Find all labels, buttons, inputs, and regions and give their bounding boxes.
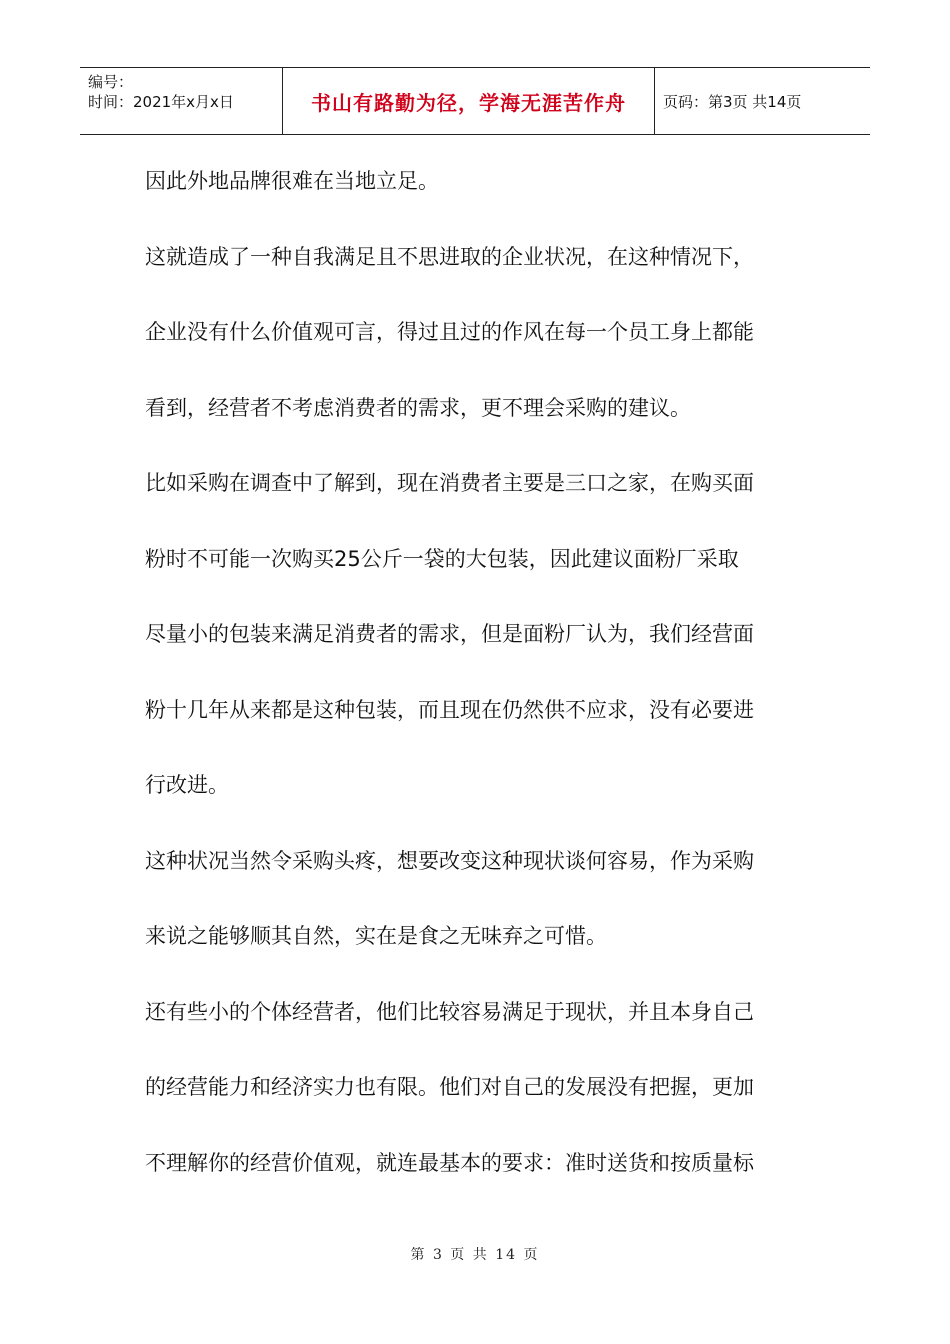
text-line: 比如采购在调查中了解到，现在消费者主要是三口之家，在购买面 [145, 471, 754, 495]
text-line: 的经营能力和经济实力也有限。他们对自己的发展没有把握，更加 [145, 1075, 754, 1099]
text-line: 看到，经营者不考虑消费者的需求，更不理会采购的建议。 [145, 395, 691, 420]
text-line: 还有些小的个体经营者，他们比较容易满足于现状，并且本身自己 [145, 999, 754, 1024]
header-motto: 书山有路勤为径，学海无涯苦作舟 [282, 68, 655, 134]
text-line: 粉时不可能一次购买25公斤一袋的大包装，因此建议面粉厂采取 [145, 546, 739, 571]
header-meta [80, 68, 282, 134]
header-page-info: 页码：第3页 共14页 [663, 92, 802, 111]
text-line: 企业没有什么价值观可言，得过且过的作风在每一个员工身上都能 [145, 320, 754, 344]
text-line: 尽量小的包装来满足消费者的需求，但是面粉厂认为，我们经营面 [145, 622, 754, 646]
text-line: 不理解你的经营价值观，就连最基本的要求：准时送货和按质量标 [145, 1150, 754, 1175]
text-line: 这种状况当然令采购头疼，想要改变这种现状谈何容易，作为采购 [145, 848, 754, 873]
text-line: 因此外地品牌很难在当地立足。 [145, 169, 439, 193]
text-line: 这就造成了一种自我满足且不思进取的企业状况，在这种情况下， [145, 244, 754, 269]
date-label: 时间：2021年x月x日 [88, 93, 234, 111]
document-body [145, 155, 805, 1212]
page-footer: 第 3 页 共 14 页 [410, 1247, 540, 1263]
page-header [80, 67, 870, 135]
text-line: 行改进。 [145, 773, 229, 797]
text-line: 粉十几年从来都是这种包装，而且现在仍然供不应求，没有必要进 [145, 697, 754, 722]
code-label: 编号： [88, 73, 134, 91]
text-line: 来说之能够顺其自然，实在是食之无味弃之可惜。 [145, 924, 607, 948]
